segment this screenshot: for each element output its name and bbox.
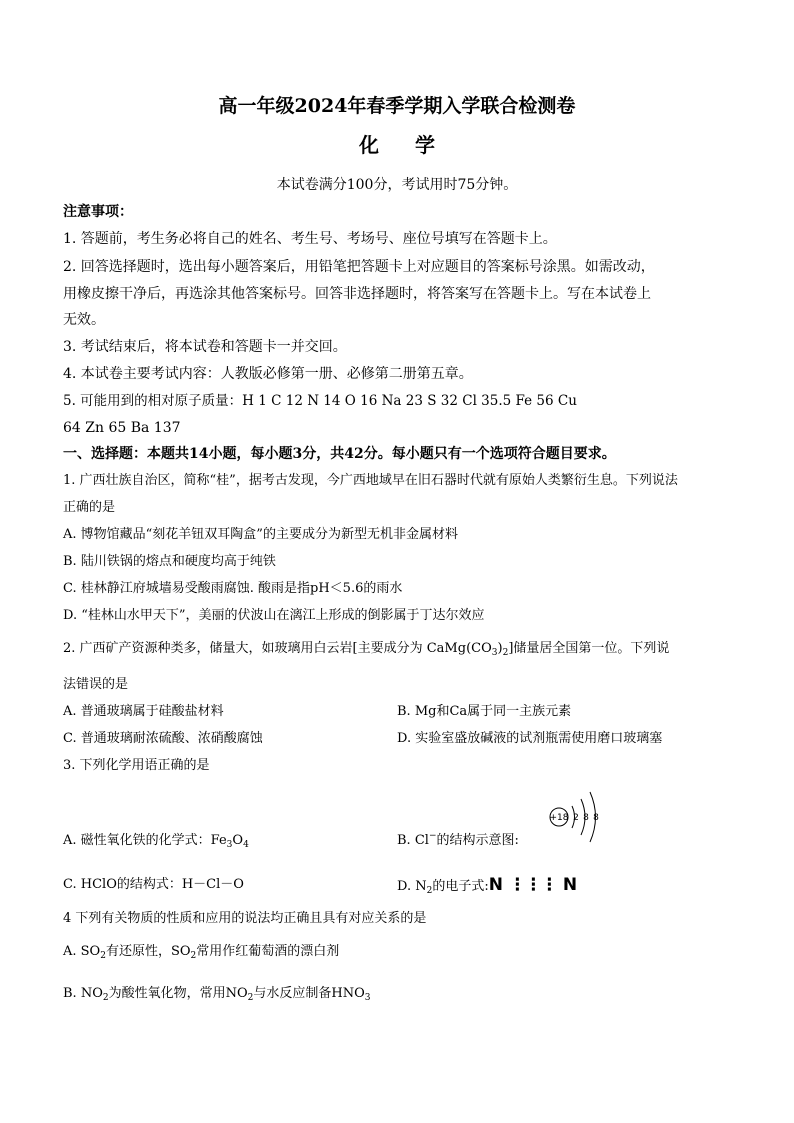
- subject-title: 化 学: [359, 133, 435, 157]
- shell-electron-count: 8: [583, 813, 589, 823]
- question-1-option-c: C. 桂林静江府城墙易受酸雨腐蚀. 酸雨是指pH＜5.6的雨水: [63, 581, 403, 596]
- exam-title: 高一年级2024年春季学期入学联合检测卷: [218, 95, 576, 117]
- question-2-option-b: B. Mg和Ca属于同一主族元素: [397, 704, 572, 719]
- section-heading: 一、选择题：本题共14小题，每小题3分，共42分。每小题只有一个选项符合题目要求。: [63, 446, 616, 462]
- question-2-option-d: D. 实验室盛放碱液的试剂瓶需使用磨口玻璃塞: [397, 731, 663, 746]
- notice-item: 5. 可能用到的相对原子质量：H 1 C 12 N 14 O 16 Na 23 S 32 Cl 35.5 Fe 56 Cu: [63, 393, 577, 409]
- question-1-option-b: B. 陆川铁锅的熔点和硬度均高于纯铁: [63, 554, 276, 569]
- question-4-stem: 4 下列有关物质的性质和应用的说法均正确且具有对应关系的是: [63, 911, 427, 926]
- shell-electron-count: 8: [593, 813, 599, 823]
- question-3-option-a: A. 磁性氧化铁的化学式：$Fe_3O_4$: [63, 833, 249, 850]
- question-3-option-b: B. Cl−的结构示意图:: [397, 831, 519, 848]
- question-4-option-b: B. $NO_2$为酸性氧化物，常用$NO_2$与水反应制备$HNO_3$: [63, 986, 371, 1003]
- chloride-ion-structure-diagram: [546, 786, 616, 846]
- notice-item: 2. 回答选择题时，选出每小题答案后，用铅笔把答题卡上对应题目的答案标号涂黑。如需改动，: [63, 259, 655, 275]
- question-3-stem: 3. 下列化学用语正确的是: [63, 758, 210, 773]
- question-2-option-a: A. 普通玻璃属于硅酸盐材料: [63, 704, 224, 719]
- question-2-stem: 法错误的是: [63, 677, 129, 692]
- nucleus-charge: +18: [549, 813, 569, 823]
- question-1-stem: 正确的是: [63, 500, 116, 515]
- notice-item: 3. 考试结束后，将本试卷和答题卡一并交回。: [63, 339, 347, 355]
- question-1-stem: 1. 广西壮族自治区，简称“桂”，据考古发现，今广西地域早在旧石器时代就有原始人类繁衍生息。下列说法: [63, 473, 678, 488]
- notice-item: 1. 答题前，考生务必将自己的姓名、考生号、考场号、座位号填写在答题卡上。: [63, 231, 557, 247]
- n2-electron-formula: N ⋮⋮⋮ N: [488, 875, 578, 895]
- question-2-option-c: C. 普通玻璃耐浓硫酸、浓硝酸腐蚀: [63, 731, 263, 746]
- question-4-option-a: A. $SO_2$有还原性，$SO_2$常用作红葡萄酒的漂白剂: [63, 944, 340, 961]
- notice-item: 用橡皮擦干净后，再选涂其他答案标号。回答非选择题时，将答案写在答题卡上。写在本试卷上: [63, 286, 651, 302]
- question-1-option-d: D. “桂林山水甲天下”，美丽的伏波山在漓江上形成的倒影属于丁达尔效应: [63, 608, 485, 623]
- notice-heading: 注意事项：: [63, 204, 133, 220]
- shell-electron-count: 2: [573, 813, 579, 823]
- notice-item: 64 Zn 65 Ba 137: [63, 420, 181, 436]
- exam-info: 本试卷满分100分，考试用时75分钟。: [276, 177, 518, 193]
- question-2-stem: 2. 广西矿产资源种类多，储量大，如玻璃用白云岩[主要成分为 $CaMg(CO_3)_2$]储量居全国第一位。下列说: [63, 641, 670, 658]
- notice-item: 4. 本试卷主要考试内容：人教版必修第一册、必修第二册第五章。: [63, 366, 473, 382]
- notice-item: 无效。: [63, 312, 105, 328]
- question-3-option-d: D. $N_2$的电子式:N ⋮⋮⋮ N: [397, 875, 578, 896]
- question-1-option-a: A. 博物馆藏品“刻花羊钮双耳陶盒”的主要成分为新型无机非金属材料: [63, 527, 458, 542]
- question-3-option-c: C. HClO的结构式：H－Cl－O: [63, 877, 244, 892]
